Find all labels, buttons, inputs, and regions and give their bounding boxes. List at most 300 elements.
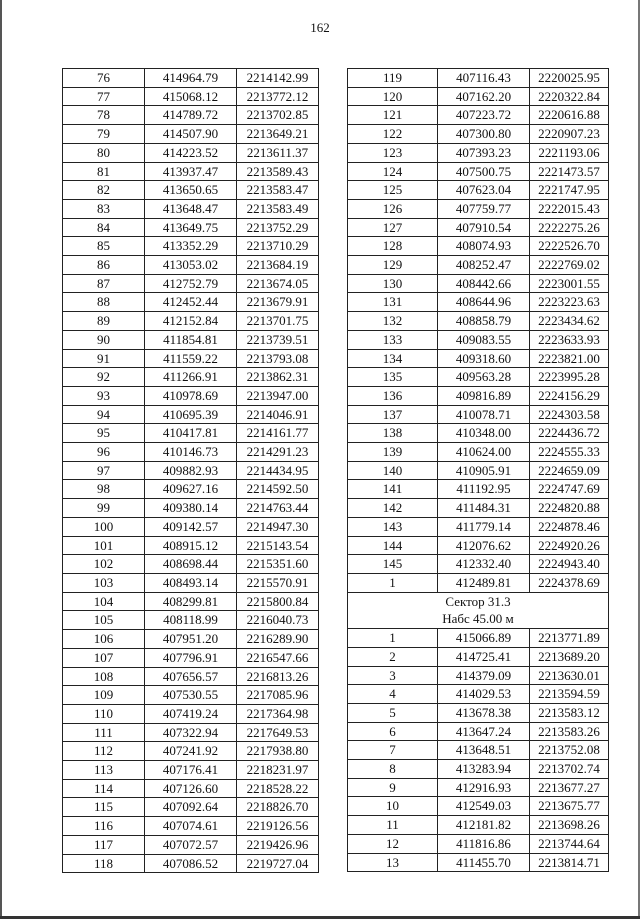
y-coordinate-cell: 2213630.01 (530, 666, 609, 685)
table-row (348, 181, 609, 200)
point-number-cell: 109 (63, 686, 145, 705)
y-coordinate-cell: 2215800.84 (237, 592, 319, 611)
x-coordinate-cell: 407086.52 (145, 854, 237, 873)
x-coordinate-cell: 413937.47 (145, 162, 237, 181)
coordinates-table-right-body-a (348, 69, 609, 593)
table-row (348, 237, 609, 256)
point-number-cell: 142 (348, 499, 438, 518)
x-coordinate-cell: 407176.41 (145, 761, 237, 780)
y-coordinate-cell: 2214291.23 (237, 443, 319, 462)
x-coordinate-cell: 407656.57 (145, 667, 237, 686)
x-coordinate-cell: 410905.91 (438, 461, 530, 480)
x-coordinate-cell: 409816.89 (438, 386, 530, 405)
point-number-cell: 1 (348, 629, 438, 648)
table-row (63, 667, 319, 686)
y-coordinate-cell: 2213684.19 (237, 256, 319, 275)
x-coordinate-cell: 407072.57 (145, 835, 237, 854)
table-row (348, 517, 609, 536)
table-row (63, 162, 319, 181)
y-coordinate-cell: 2214046.91 (237, 405, 319, 424)
y-coordinate-cell: 2213583.47 (237, 181, 319, 200)
y-coordinate-cell: 2224555.33 (530, 443, 609, 462)
table-row (63, 573, 319, 592)
x-coordinate-cell: 408644.96 (438, 293, 530, 312)
table-row (348, 106, 609, 125)
table-row (348, 143, 609, 162)
x-coordinate-cell: 413648.51 (438, 741, 530, 760)
y-coordinate-cell: 2223434.62 (530, 312, 609, 331)
table-row (63, 648, 319, 667)
y-coordinate-cell: 2213674.05 (237, 274, 319, 293)
x-coordinate-cell: 407393.23 (438, 143, 530, 162)
point-number-cell: 96 (63, 443, 145, 462)
x-coordinate-cell: 414725.41 (438, 647, 530, 666)
x-coordinate-cell: 412916.93 (438, 778, 530, 797)
x-coordinate-cell: 407162.20 (438, 87, 530, 106)
table-row (63, 405, 319, 424)
x-coordinate-cell: 408252.47 (438, 256, 530, 275)
x-coordinate-cell: 413053.02 (145, 256, 237, 275)
x-coordinate-cell: 412752.79 (145, 274, 237, 293)
point-number-cell: 89 (63, 312, 145, 331)
x-coordinate-cell: 413647.24 (438, 722, 530, 741)
x-coordinate-cell: 408915.12 (145, 536, 237, 555)
x-coordinate-cell: 414789.72 (145, 106, 237, 125)
table-row (63, 686, 319, 705)
table-row (348, 703, 609, 722)
table-row (63, 592, 319, 611)
x-coordinate-cell: 407300.80 (438, 125, 530, 144)
point-number-cell: 85 (63, 237, 145, 256)
point-number-cell: 131 (348, 293, 438, 312)
x-coordinate-cell: 412452.44 (145, 293, 237, 312)
y-coordinate-cell: 2213679.91 (237, 293, 319, 312)
table-row (348, 834, 609, 853)
x-coordinate-cell: 411266.91 (145, 368, 237, 387)
table-row (63, 536, 319, 555)
table-row (348, 349, 609, 368)
point-number-cell: 101 (63, 536, 145, 555)
x-coordinate-cell: 413283.94 (438, 760, 530, 779)
y-coordinate-cell: 2217085.96 (237, 686, 319, 705)
point-number-cell: 97 (63, 461, 145, 480)
section-header-group (348, 592, 609, 628)
y-coordinate-cell: 2213611.37 (237, 143, 319, 162)
table-row (348, 499, 609, 518)
point-number-cell: 136 (348, 386, 438, 405)
table-row (348, 405, 609, 424)
y-coordinate-cell: 2213752.29 (237, 218, 319, 237)
x-coordinate-cell: 412076.62 (438, 536, 530, 555)
table-row (63, 256, 319, 275)
y-coordinate-cell: 2216813.26 (237, 667, 319, 686)
table-row (348, 69, 609, 88)
x-coordinate-cell: 410417.81 (145, 424, 237, 443)
y-coordinate-cell: 2213947.00 (237, 386, 319, 405)
point-number-cell: 132 (348, 312, 438, 331)
point-number-cell: 122 (348, 125, 438, 144)
point-number-cell: 87 (63, 274, 145, 293)
x-coordinate-cell: 415066.89 (438, 629, 530, 648)
y-coordinate-cell: 2220322.84 (530, 87, 609, 106)
x-coordinate-cell: 409083.55 (438, 330, 530, 349)
x-coordinate-cell: 407530.55 (145, 686, 237, 705)
y-coordinate-cell: 2217649.53 (237, 723, 319, 742)
point-number-cell: 103 (63, 573, 145, 592)
table-row (63, 723, 319, 742)
y-coordinate-cell: 2220025.95 (530, 69, 609, 88)
y-coordinate-cell: 2215570.91 (237, 573, 319, 592)
table-row (63, 817, 319, 836)
point-number-cell: 105 (63, 611, 145, 630)
table-row (63, 704, 319, 723)
table-row (63, 443, 319, 462)
point-number-cell: 141 (348, 480, 438, 499)
table-row (63, 761, 319, 780)
point-number-cell: 100 (63, 517, 145, 536)
point-number-cell: 137 (348, 405, 438, 424)
point-number-cell: 83 (63, 199, 145, 218)
y-coordinate-cell: 2222275.26 (530, 218, 609, 237)
point-number-cell: 118 (63, 854, 145, 873)
y-coordinate-cell: 2219126.56 (237, 817, 319, 836)
y-coordinate-cell: 2216289.90 (237, 630, 319, 649)
point-number-cell: 7 (348, 741, 438, 760)
y-coordinate-cell: 2217364.98 (237, 704, 319, 723)
x-coordinate-cell: 413648.47 (145, 199, 237, 218)
point-number-cell: 123 (348, 143, 438, 162)
x-coordinate-cell: 413649.75 (145, 218, 237, 237)
point-number-cell: 130 (348, 274, 438, 293)
x-coordinate-cell: 414029.53 (438, 685, 530, 704)
table-row (63, 742, 319, 761)
table-row (348, 536, 609, 555)
y-coordinate-cell: 2223223.63 (530, 293, 609, 312)
point-number-cell: 133 (348, 330, 438, 349)
x-coordinate-cell: 414964.79 (145, 69, 237, 88)
x-coordinate-cell: 407241.92 (145, 742, 237, 761)
point-number-cell: 134 (348, 349, 438, 368)
x-coordinate-cell: 413650.65 (145, 181, 237, 200)
y-coordinate-cell: 2224920.26 (530, 536, 609, 555)
table-row (348, 760, 609, 779)
table-row (348, 199, 609, 218)
point-number-cell: 129 (348, 256, 438, 275)
point-number-cell: 76 (63, 69, 145, 88)
table-row (348, 797, 609, 816)
y-coordinate-cell: 2213689.20 (530, 647, 609, 666)
x-coordinate-cell: 407759.77 (438, 199, 530, 218)
point-number-cell: 120 (348, 87, 438, 106)
x-coordinate-cell: 410146.73 (145, 443, 237, 462)
point-number-cell: 90 (63, 330, 145, 349)
table-row (348, 778, 609, 797)
table-row (63, 69, 319, 88)
x-coordinate-cell: 408442.66 (438, 274, 530, 293)
point-number-cell: 111 (63, 723, 145, 742)
x-coordinate-cell: 409142.57 (145, 517, 237, 536)
table-row (63, 630, 319, 649)
y-coordinate-cell: 2214947.30 (237, 517, 319, 536)
y-coordinate-cell: 2223633.93 (530, 330, 609, 349)
table-row (348, 274, 609, 293)
table-row (63, 274, 319, 293)
table-row (348, 629, 609, 648)
y-coordinate-cell: 2213793.08 (237, 349, 319, 368)
y-coordinate-cell: 2222015.43 (530, 199, 609, 218)
x-coordinate-cell: 408858.79 (438, 312, 530, 331)
y-coordinate-cell: 2224378.69 (530, 573, 609, 592)
section-header-row (348, 592, 609, 628)
y-coordinate-cell: 2213814.71 (530, 853, 609, 872)
point-number-cell: 1 (348, 573, 438, 592)
y-coordinate-cell: 2213710.29 (237, 237, 319, 256)
y-coordinate-cell: 2213744.64 (530, 834, 609, 853)
x-coordinate-cell: 409882.93 (145, 461, 237, 480)
y-coordinate-cell: 2213583.49 (237, 199, 319, 218)
section-title: Сектор 31.3 (445, 593, 511, 609)
point-number-cell: 77 (63, 87, 145, 106)
x-coordinate-cell: 410978.69 (145, 386, 237, 405)
y-coordinate-cell: 2221193.06 (530, 143, 609, 162)
x-coordinate-cell: 413678.38 (438, 703, 530, 722)
y-coordinate-cell: 2218528.22 (237, 779, 319, 798)
point-number-cell: 144 (348, 536, 438, 555)
y-coordinate-cell: 2214592.50 (237, 480, 319, 499)
x-coordinate-cell: 409380.14 (145, 499, 237, 518)
table-row (348, 816, 609, 835)
x-coordinate-cell: 408299.81 (145, 592, 237, 611)
y-coordinate-cell: 2213701.75 (237, 312, 319, 331)
y-coordinate-cell: 2213589.43 (237, 162, 319, 181)
y-coordinate-cell: 2224820.88 (530, 499, 609, 518)
table-row (348, 312, 609, 331)
table-row (63, 125, 319, 144)
point-number-cell: 145 (348, 555, 438, 574)
coordinates-table-left-body (63, 69, 319, 873)
x-coordinate-cell: 408698.44 (145, 555, 237, 574)
x-coordinate-cell: 414507.90 (145, 125, 237, 144)
x-coordinate-cell: 411779.14 (438, 517, 530, 536)
table-row (348, 162, 609, 181)
y-coordinate-cell: 2224747.69 (530, 480, 609, 499)
y-coordinate-cell: 2216547.66 (237, 648, 319, 667)
point-number-cell: 115 (63, 798, 145, 817)
y-coordinate-cell: 2223821.00 (530, 349, 609, 368)
table-row (63, 330, 319, 349)
point-number-cell: 11 (348, 816, 438, 835)
table-row (63, 480, 319, 499)
y-coordinate-cell: 2213771.89 (530, 629, 609, 648)
table-row (63, 835, 319, 854)
point-number-cell: 121 (348, 106, 438, 125)
y-coordinate-cell: 2213772.12 (237, 87, 319, 106)
y-coordinate-cell: 2213677.27 (530, 778, 609, 797)
table-row (63, 461, 319, 480)
table-row (63, 218, 319, 237)
table-row (63, 312, 319, 331)
point-number-cell: 107 (63, 648, 145, 667)
point-number-cell: 10 (348, 797, 438, 816)
point-number-cell: 119 (348, 69, 438, 88)
x-coordinate-cell: 408493.14 (145, 573, 237, 592)
point-number-cell: 113 (63, 761, 145, 780)
table-row (63, 368, 319, 387)
x-coordinate-cell: 407092.64 (145, 798, 237, 817)
x-coordinate-cell: 411484.31 (438, 499, 530, 518)
table-row (348, 461, 609, 480)
point-number-cell: 143 (348, 517, 438, 536)
point-number-cell: 117 (63, 835, 145, 854)
table-row (63, 143, 319, 162)
point-number-cell: 139 (348, 443, 438, 462)
x-coordinate-cell: 409318.60 (438, 349, 530, 368)
table-row (63, 199, 319, 218)
point-number-cell: 114 (63, 779, 145, 798)
coordinates-table-right (347, 68, 609, 872)
point-number-cell: 127 (348, 218, 438, 237)
point-number-cell: 135 (348, 368, 438, 387)
table-row (63, 779, 319, 798)
point-number-cell: 78 (63, 106, 145, 125)
table-row (63, 555, 319, 574)
x-coordinate-cell: 412332.40 (438, 555, 530, 574)
x-coordinate-cell: 412152.84 (145, 312, 237, 331)
page-number: 162 (310, 20, 330, 35)
x-coordinate-cell: 407796.91 (145, 648, 237, 667)
table-row (63, 798, 319, 817)
point-number-cell: 99 (63, 499, 145, 518)
table-row (348, 685, 609, 704)
x-coordinate-cell: 411455.70 (438, 853, 530, 872)
table-row (63, 237, 319, 256)
point-number-cell: 4 (348, 685, 438, 704)
y-coordinate-cell: 2213702.85 (237, 106, 319, 125)
table-row (63, 181, 319, 200)
table-row (348, 293, 609, 312)
x-coordinate-cell: 414223.52 (145, 143, 237, 162)
y-coordinate-cell: 2224659.09 (530, 461, 609, 480)
table-row (63, 386, 319, 405)
y-coordinate-cell: 2217938.80 (237, 742, 319, 761)
point-number-cell: 138 (348, 424, 438, 443)
x-coordinate-cell: 411559.22 (145, 349, 237, 368)
y-coordinate-cell: 2214763.44 (237, 499, 319, 518)
y-coordinate-cell: 2213862.31 (237, 368, 319, 387)
y-coordinate-cell: 2218231.97 (237, 761, 319, 780)
point-number-cell: 95 (63, 424, 145, 443)
x-coordinate-cell: 408118.99 (145, 611, 237, 630)
y-coordinate-cell: 2219727.04 (237, 854, 319, 873)
x-coordinate-cell: 407419.24 (145, 704, 237, 723)
x-coordinate-cell: 407126.60 (145, 779, 237, 798)
point-number-cell: 128 (348, 237, 438, 256)
point-number-cell: 79 (63, 125, 145, 144)
x-coordinate-cell: 411192.95 (438, 480, 530, 499)
y-coordinate-cell: 2220616.88 (530, 106, 609, 125)
y-coordinate-cell: 2224303.58 (530, 405, 609, 424)
point-number-cell: 81 (63, 162, 145, 181)
point-number-cell: 93 (63, 386, 145, 405)
point-number-cell: 13 (348, 853, 438, 872)
x-coordinate-cell: 407910.54 (438, 218, 530, 237)
table-row (63, 106, 319, 125)
y-coordinate-cell: 2221473.57 (530, 162, 609, 181)
table-row (63, 349, 319, 368)
point-number-cell: 116 (63, 817, 145, 836)
table-row (348, 480, 609, 499)
table-row (348, 573, 609, 592)
y-coordinate-cell: 2222769.02 (530, 256, 609, 275)
x-coordinate-cell: 415068.12 (145, 87, 237, 106)
table-row (63, 854, 319, 873)
table-row (63, 611, 319, 630)
table-row (63, 293, 319, 312)
point-number-cell: 2 (348, 647, 438, 666)
x-coordinate-cell: 409627.16 (145, 480, 237, 499)
point-number-cell: 102 (63, 555, 145, 574)
point-number-cell: 80 (63, 143, 145, 162)
y-coordinate-cell: 2224156.29 (530, 386, 609, 405)
point-number-cell: 98 (63, 480, 145, 499)
y-coordinate-cell: 2220907.23 (530, 125, 609, 144)
point-number-cell: 126 (348, 199, 438, 218)
x-coordinate-cell: 407116.43 (438, 69, 530, 88)
table-row (348, 555, 609, 574)
x-coordinate-cell: 410078.71 (438, 405, 530, 424)
table-row (348, 87, 609, 106)
coordinates-table-left (62, 68, 319, 873)
x-coordinate-cell: 412489.81 (438, 573, 530, 592)
table-row (348, 741, 609, 760)
coordinates-table-right-body-b (348, 629, 609, 872)
table-row (348, 853, 609, 872)
x-coordinate-cell: 407223.72 (438, 106, 530, 125)
y-coordinate-cell: 2213675.77 (530, 797, 609, 816)
table-row (348, 424, 609, 443)
table-row (348, 386, 609, 405)
y-coordinate-cell: 2214434.95 (237, 461, 319, 480)
y-coordinate-cell: 2224436.72 (530, 424, 609, 443)
table-row (63, 424, 319, 443)
point-number-cell: 125 (348, 181, 438, 200)
point-number-cell: 91 (63, 349, 145, 368)
point-number-cell: 112 (63, 742, 145, 761)
point-number-cell: 104 (63, 592, 145, 611)
x-coordinate-cell: 412549.03 (438, 797, 530, 816)
section-height: Набс 45.00 м (442, 611, 514, 627)
scan-edge-left (0, 0, 2, 919)
x-coordinate-cell: 408074.93 (438, 237, 530, 256)
y-coordinate-cell: 2213739.51 (237, 330, 319, 349)
table-row (348, 218, 609, 237)
point-number-cell: 82 (63, 181, 145, 200)
table-row (348, 443, 609, 462)
table-row (348, 256, 609, 275)
point-number-cell: 12 (348, 834, 438, 853)
table-row (348, 666, 609, 685)
point-number-cell: 140 (348, 461, 438, 480)
table-row (63, 517, 319, 536)
point-number-cell: 3 (348, 666, 438, 685)
x-coordinate-cell: 412181.82 (438, 816, 530, 835)
y-coordinate-cell: 2222526.70 (530, 237, 609, 256)
table-row (63, 499, 319, 518)
x-coordinate-cell: 414379.09 (438, 666, 530, 685)
point-number-cell: 86 (63, 256, 145, 275)
point-number-cell: 94 (63, 405, 145, 424)
x-coordinate-cell: 407951.20 (145, 630, 237, 649)
